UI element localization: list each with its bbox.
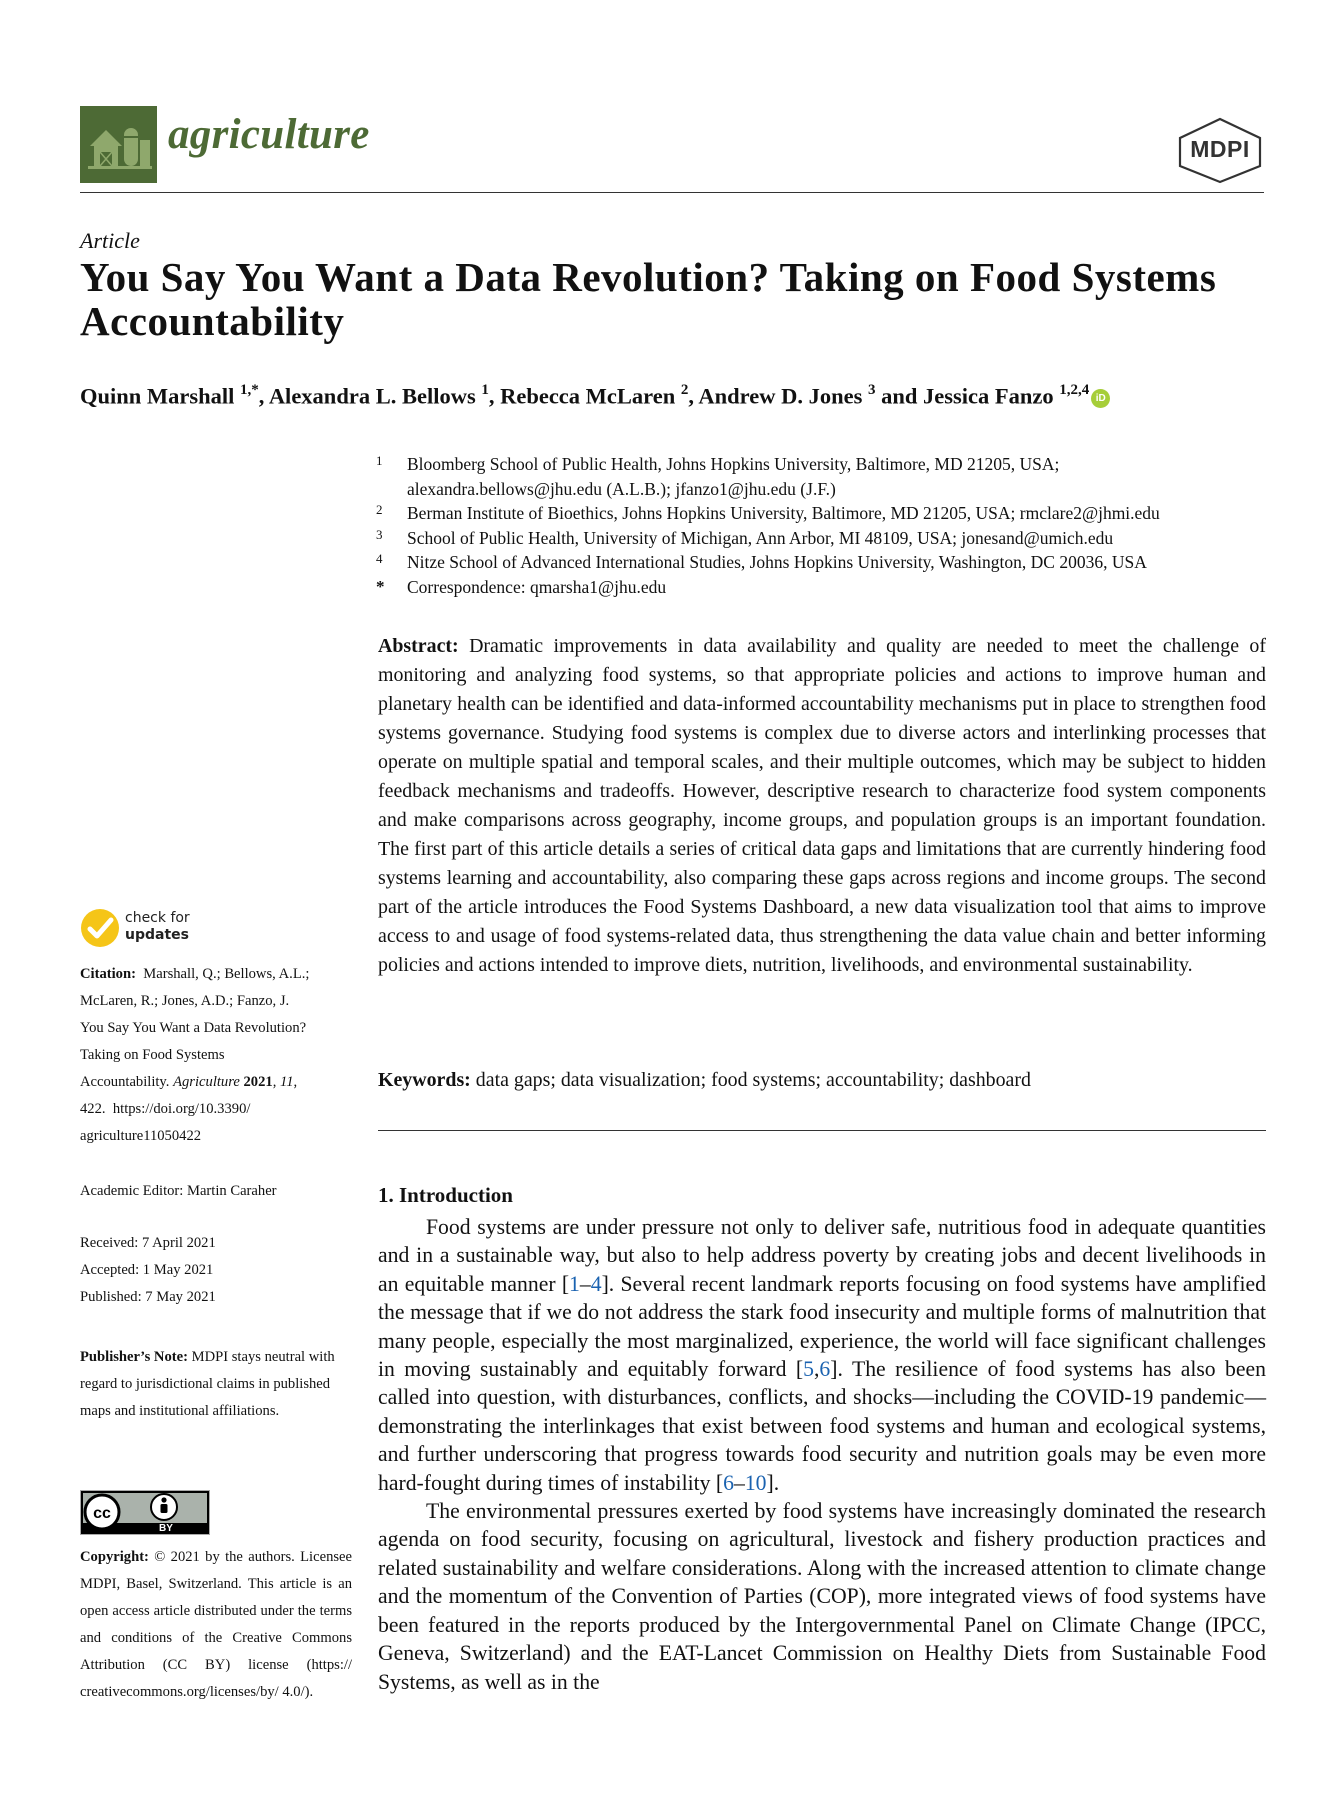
publishers-note xyxy=(80,1344,352,1425)
citation-separator: – xyxy=(579,1271,591,1296)
copyright-text: © 2021 by the authors. Licensee MDPI, Basel, Switzerland. This article is an open access article distributed under the terms and conditions of the Creative Commons Attribution (CC BY) license (https:// creativecommons.org/licenses/by/ 4.0/). xyxy=(80,1549,353,1700)
affiliation-text: Bloomberg School of Public Health, Johns Hopkins University, Baltimore, MD 21205, USA; xyxy=(407,454,1060,474)
abstract xyxy=(378,632,1266,980)
citation-link[interactable]: 10 xyxy=(744,1470,767,1495)
affiliation-number: 3 xyxy=(376,526,383,542)
author-name[interactable]: Jessica Fanzo xyxy=(923,383,1054,409)
citation-line: Taking on Food Systems xyxy=(80,1047,225,1063)
affiliation-item xyxy=(376,501,1276,526)
citation-doi[interactable]: agriculture11050422 xyxy=(80,1128,202,1144)
citation-pages: 422. xyxy=(80,1101,106,1117)
keywords-text: data gaps; data visualization; food systems; accountability; dashboard xyxy=(475,1069,1031,1091)
affiliation-item xyxy=(376,452,1276,477)
citation-year: 2021 xyxy=(243,1074,273,1090)
affiliation-number: 1 xyxy=(376,453,383,468)
paragraph-text: ]. The resilience of food systems has also been called into question, with disturbances, conflicts, and shocks—including the COVID-19 pandemic—demonstrating the interlinkages that exist between food systems and human and ecological systems, and further underscoring that progress towards food security and nutrition goals may be even more hard-fought during times of instability [ xyxy=(378,1357,1267,1495)
intro-body xyxy=(378,1213,1266,1696)
paragraph xyxy=(378,1213,1266,1497)
paragraph-text: ]. Several recent landmark reports focusing on food systems have amplified the message that if we do not address the stark food insecurity and multiple forms of malnutrition that many people, especially the most marginalized, experience, the world will face significant challenges in moving sustainably and equitably forward [ xyxy=(378,1271,1266,1382)
check-for-updates-badge[interactable] xyxy=(80,908,230,950)
publication-dates xyxy=(80,1230,352,1311)
citation-journal: Agriculture xyxy=(173,1074,240,1090)
citation-separator: , xyxy=(814,1357,820,1382)
copyright-label: Copyright: xyxy=(80,1549,149,1565)
affiliation-number: 2 xyxy=(376,502,383,517)
paragraph: The environmental pressures exerted by food systems have increasingly dominated the research agenda on food security, focusing on agricultural, livestock and fishery production practices and related sustainability and welfare considerations. Along with the increased attention to climate change and the momentum of the Convention of Parties (COP), more integrated views of food systems have been featured in the reports produced by the Intergovernmental Panel on Climate Change (IPCC, Geneva, Switzerland) and the EAT-Lancet Commission on Healthy Diets from Sustainable Food Systems, as well as in the xyxy=(378,1499,1266,1694)
journal-logo xyxy=(80,106,157,183)
affiliation-item xyxy=(376,477,1276,502)
attribution-icon xyxy=(151,1494,177,1520)
publishers-note-label: Publisher’s Note: xyxy=(80,1349,188,1365)
author-affiliation-sup: 1,* xyxy=(240,382,259,398)
affiliation-number: * xyxy=(376,576,385,596)
citation-label: Citation: xyxy=(80,966,136,982)
affiliation-number xyxy=(376,474,407,499)
author-name[interactable]: Quinn Marshall xyxy=(80,383,235,409)
article-type: Article xyxy=(80,228,140,253)
cc-by-license-badge[interactable] xyxy=(80,1490,210,1535)
citation-link[interactable]: 6 xyxy=(819,1357,831,1382)
affiliation-text: Berman Institute of Bioethics, Johns Hopkins University, Baltimore, MD 21205, USA; rmclare2@jhmi.edu xyxy=(407,503,1160,523)
author-name[interactable]: Alexandra L. Bellows xyxy=(268,383,476,409)
published-date: Published: 7 May 2021 xyxy=(80,1289,216,1305)
citation-block: Citation: Marshall, Q.; Bellows, A.L.; McLaren, R.; Jones, A.D.; Fanzo, J. You Say You Want a Data Revolution? Taking on Food Systems Accountability. Agriculture 2021, 11, 422. https://doi.org/10.3390/ agriculture11050422 xyxy=(80,961,352,1150)
citation-link[interactable]: 6 xyxy=(723,1470,734,1495)
author-separator: , xyxy=(488,383,501,409)
svg-text:cc: cc xyxy=(93,1505,111,1522)
abstract-text: Dramatic improvements in data availability and quality are needed to meet the challenge of monitoring and analyzing food systems, so that appropriate policies and actions to improve human and planetary health can be identified and data-informed accountability mechanisms put in place to strengthen food systems governance. Studying food systems is complex due to diverse actors and interlinking processes that operate on multiple spatial and temporal scales, and their multiple outcomes, which may be subject to hidden feedback mechanisms and tradeoffs. However, descriptive research to characterize food system components and make comparisons across geography, income groups, and population groups is an important foundation. The first part of this article details a series of critical data gaps and limitations that are currently hindering food systems learning and accountability, also comparing these gaps across regions and income groups. The second part of the article introduces the Food Systems Dashboard, a new data visualization tool that aims to improve access to and usage of food systems-related data, thus strengthening the data value chain and better informing policies and actions intended to improve diets, nutrition, livelihoods, and environmental sustainability. xyxy=(378,635,1267,976)
affiliation-text: alexandra.bellows@jhu.edu (A.L.B.); jfanzo1@jhu.edu (J.F.) xyxy=(407,478,836,499)
keywords-label: Keywords: xyxy=(378,1069,471,1091)
citation-volume: 11 xyxy=(279,1074,294,1090)
accepted-date: Accepted: 1 May 2021 xyxy=(80,1262,214,1278)
abstract-label: Abstract: xyxy=(378,635,459,657)
barn-icon xyxy=(80,106,157,183)
check-updates-line1: check for xyxy=(125,910,190,926)
author-and: and xyxy=(875,383,924,409)
author-list xyxy=(80,383,1110,410)
affiliation-text: Nitze School of Advanced International Studies, Johns Hopkins University, Washington, DC 20036, USA xyxy=(407,552,1147,572)
section-rule xyxy=(378,1130,1266,1131)
author-name[interactable]: Rebecca McLaren xyxy=(500,383,676,409)
citation-line: Accountability. xyxy=(80,1074,170,1090)
affiliation-item xyxy=(376,550,1276,575)
affiliation-text: Correspondence: qmarsha1@jhu.edu xyxy=(407,576,667,597)
citation-line: Marshall, Q.; Bellows, A.L.; xyxy=(143,966,310,982)
author-affiliation-sup: 2 xyxy=(680,382,689,398)
affiliation-item xyxy=(376,526,1276,551)
journal-name: agriculture xyxy=(168,111,370,158)
paper-title: You Say You Want a Data Revolution? Taking on Food Systems Accountability xyxy=(80,254,1217,344)
paragraph-text: Food systems are under pressure not only to deliver safe, nutritious food in adequate quantities and in a sustainable way, but also to help address poverty by creating jobs and decent livelihoods in an equitable manner [ xyxy=(378,1215,1266,1296)
affiliations xyxy=(376,452,1276,599)
keywords xyxy=(378,1069,1031,1092)
section-heading: 1. Introduction xyxy=(378,1183,513,1207)
author-affiliation-sup: 1 xyxy=(481,382,489,398)
affiliation-item xyxy=(376,575,1276,600)
author-affiliation-sup: 1,2,4 xyxy=(1059,382,1090,398)
academic-editor: Academic Editor: Martin Caraher xyxy=(80,1183,277,1199)
citation-link[interactable]: 4 xyxy=(590,1271,602,1296)
author-name[interactable]: Andrew D. Jones xyxy=(698,383,863,409)
publisher-name: MDPI xyxy=(1190,136,1250,162)
checkmark-icon xyxy=(80,908,120,948)
author-separator: , xyxy=(258,383,269,409)
paragraph-text: ]. xyxy=(766,1470,780,1495)
citation-line: McLaren, R.; Jones, A.D.; Fanzo, J. xyxy=(80,993,290,1009)
affiliation-number: 4 xyxy=(376,551,383,566)
creative-commons-icon xyxy=(85,1495,119,1529)
check-updates-line2: updates xyxy=(125,927,189,943)
citation-line: You Say You Want a Data Revolution? xyxy=(80,1020,307,1036)
citation-separator: – xyxy=(733,1470,745,1495)
affiliation-text: School of Public Health, University of Michigan, Ann Arbor, MI 48109, USA; jonesand@umich.edu xyxy=(407,527,1114,548)
citation-link[interactable]: 5 xyxy=(803,1357,814,1382)
cc-by-label: BY xyxy=(159,1523,173,1534)
mdpi-logo xyxy=(1174,116,1266,184)
citation-doi[interactable]: https://doi.org/10.3390/ xyxy=(112,1101,251,1117)
citation-link[interactable]: 1 xyxy=(569,1271,580,1296)
copyright-notice xyxy=(80,1544,352,1706)
publishers-note-text: MDPI stays neutral with regard to jurisdictional claims in published maps and institutional affiliations. xyxy=(80,1349,335,1419)
header-rule xyxy=(80,192,1264,193)
received-date: Received: 7 April 2021 xyxy=(80,1235,216,1251)
author-affiliation-sup: 3 xyxy=(867,382,876,398)
orcid-icon[interactable]: iD xyxy=(1091,389,1110,408)
author-separator: , xyxy=(688,383,699,409)
